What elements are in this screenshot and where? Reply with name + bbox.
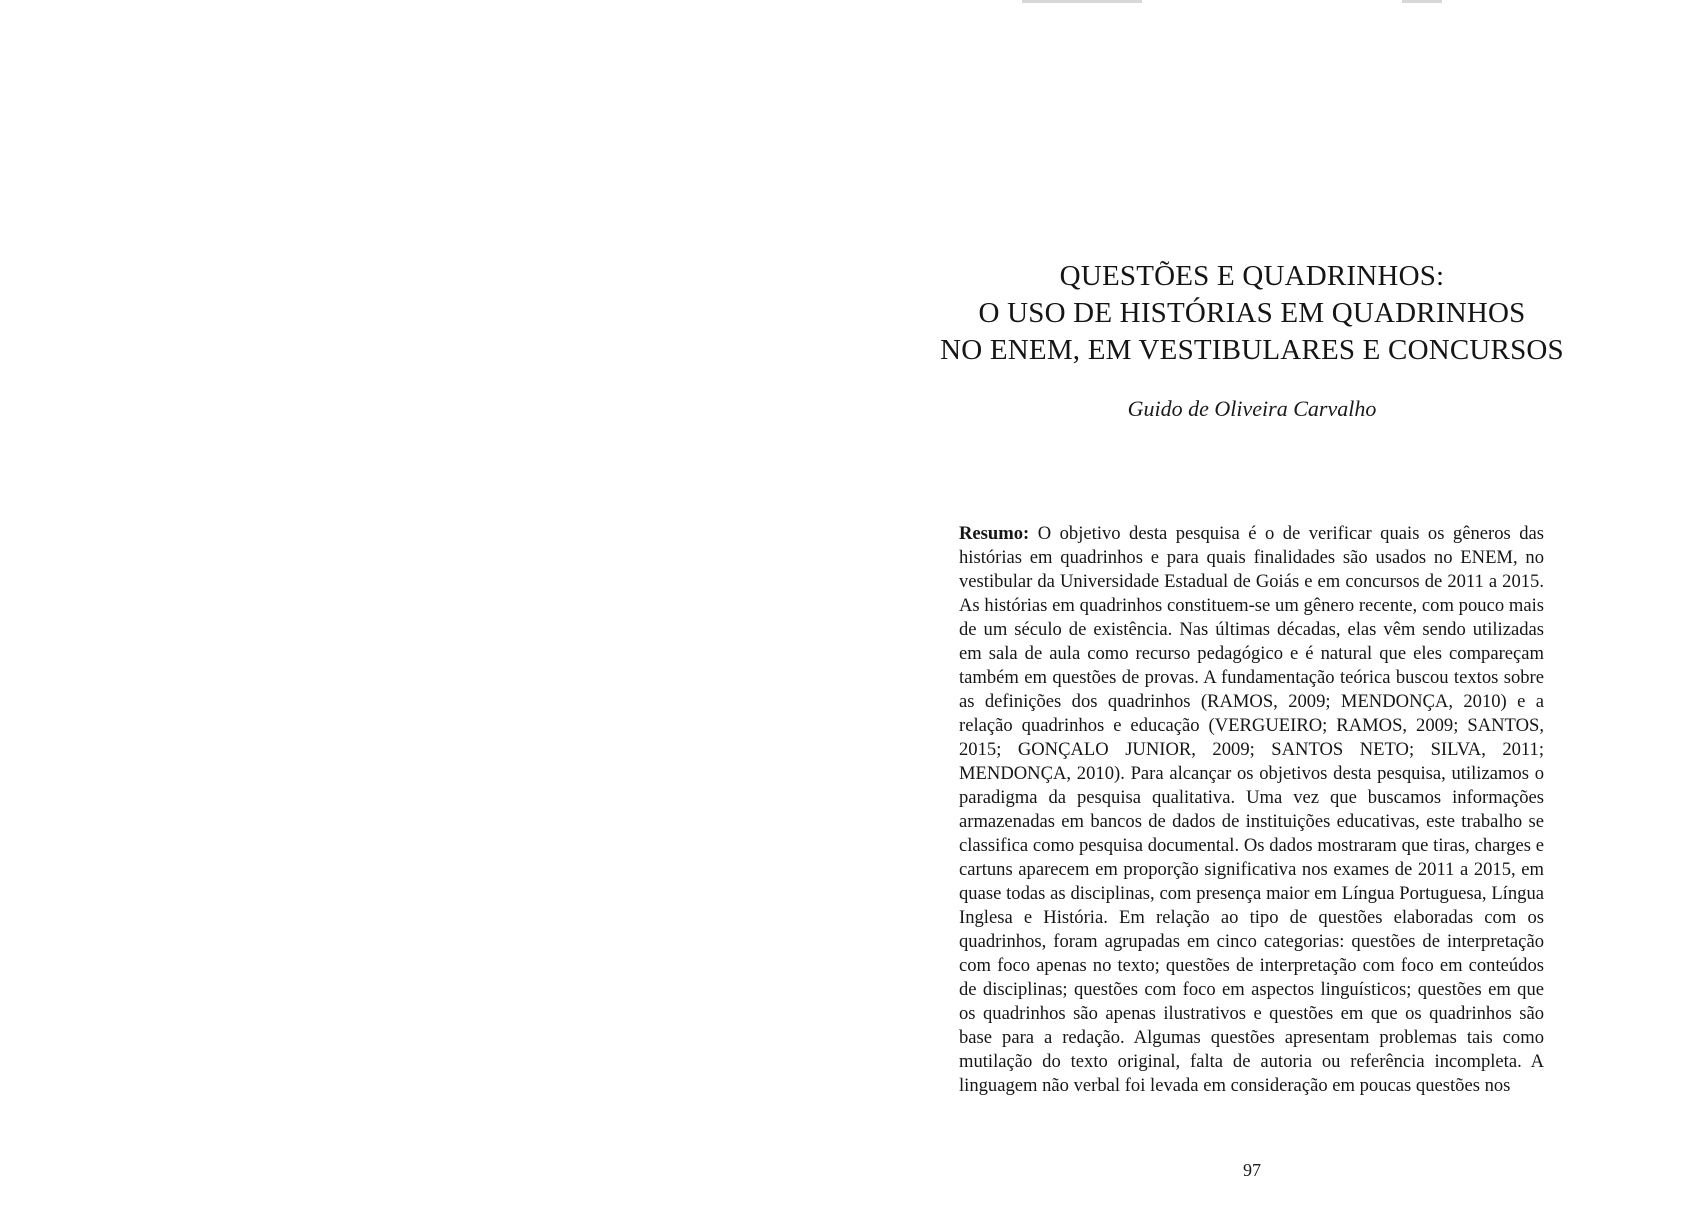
title-line-1: QUESTÕES E QUADRINHOS: [1059, 260, 1445, 292]
title-line-2: O USO DE HISTÓRIAS EM QUADRINHOS [978, 297, 1526, 329]
scan-artifact [1402, 0, 1442, 3]
abstract-text: O objetivo desta pesquisa é o de verificar quais os gêneros das histórias em quadrinhos e para quais finalidades são usados no ENEM, no vestibular da Universidade Estadual de Goiás e em concursos de 2011 a 2015. As histórias em quadrinhos constituem-se um gênero recente, com pouco mais de um século de existência. Nas últimas décadas, elas vêm sendo utilizadas em sala de aula como recurso pedagógico e é natural que eles compareçam também em questões de provas. A fundamentação teórica buscou textos sobre as definições dos quadrinhos (RAMOS, 2009; MENDONÇA, 2010) e a relação quadrinhos e educação (VERGUEIRO; RAMOS, 2009; SANTOS, 2015; GONÇALO JUNIOR, 2009; SANTOS NETO; SILVA, 2011; MENDONÇA, 2010). Para alcançar os objetivos desta pesquisa, utilizamos o paradigma da pesquisa qualitativa. Uma vez que buscamos informações armazenadas em bancos de dados de instituições educativas, este trabalho se classifica como pesquisa documental. Os dados mostraram que tiras, charges e cartuns aparecem em proporção significativa nos exames de 2011 a 2015, em quase todas as disciplinas, com presença maior em Língua Portuguesa, Língua Inglesa e História. Em relação ao tipo de questões elaboradas com os quadrinhos, foram agrupadas em cinco categorias: questões de interpretação com foco apenas no texto; questões de interpretação com foco em conteúdos de disciplinas; questões com foco em aspectos linguísticos; questões em que os quadrinhos são apenas ilustrativos e questões em que os quadrinhos são base para a redação. Algumas questões apresentam problemas tais como mutilação do texto original, falta de autoria ou referência incompleta. A linguagem não verbal foi levada em consideração em poucas questões nos [959, 523, 1544, 1096]
scan-artifact [1022, 0, 1142, 3]
author-name: Guido de Oliveira Carvalho [1127, 396, 1377, 421]
right-page [842, 0, 1684, 1225]
title-line-3: NO ENEM, EM VESTIBULARES E CONCURSOS [940, 334, 1564, 366]
chapter-title [937, 258, 1567, 369]
abstract-label: Resumo: [959, 523, 1030, 544]
abstract-paragraph [959, 522, 1544, 1098]
page-number: 97 [1243, 1160, 1261, 1180]
